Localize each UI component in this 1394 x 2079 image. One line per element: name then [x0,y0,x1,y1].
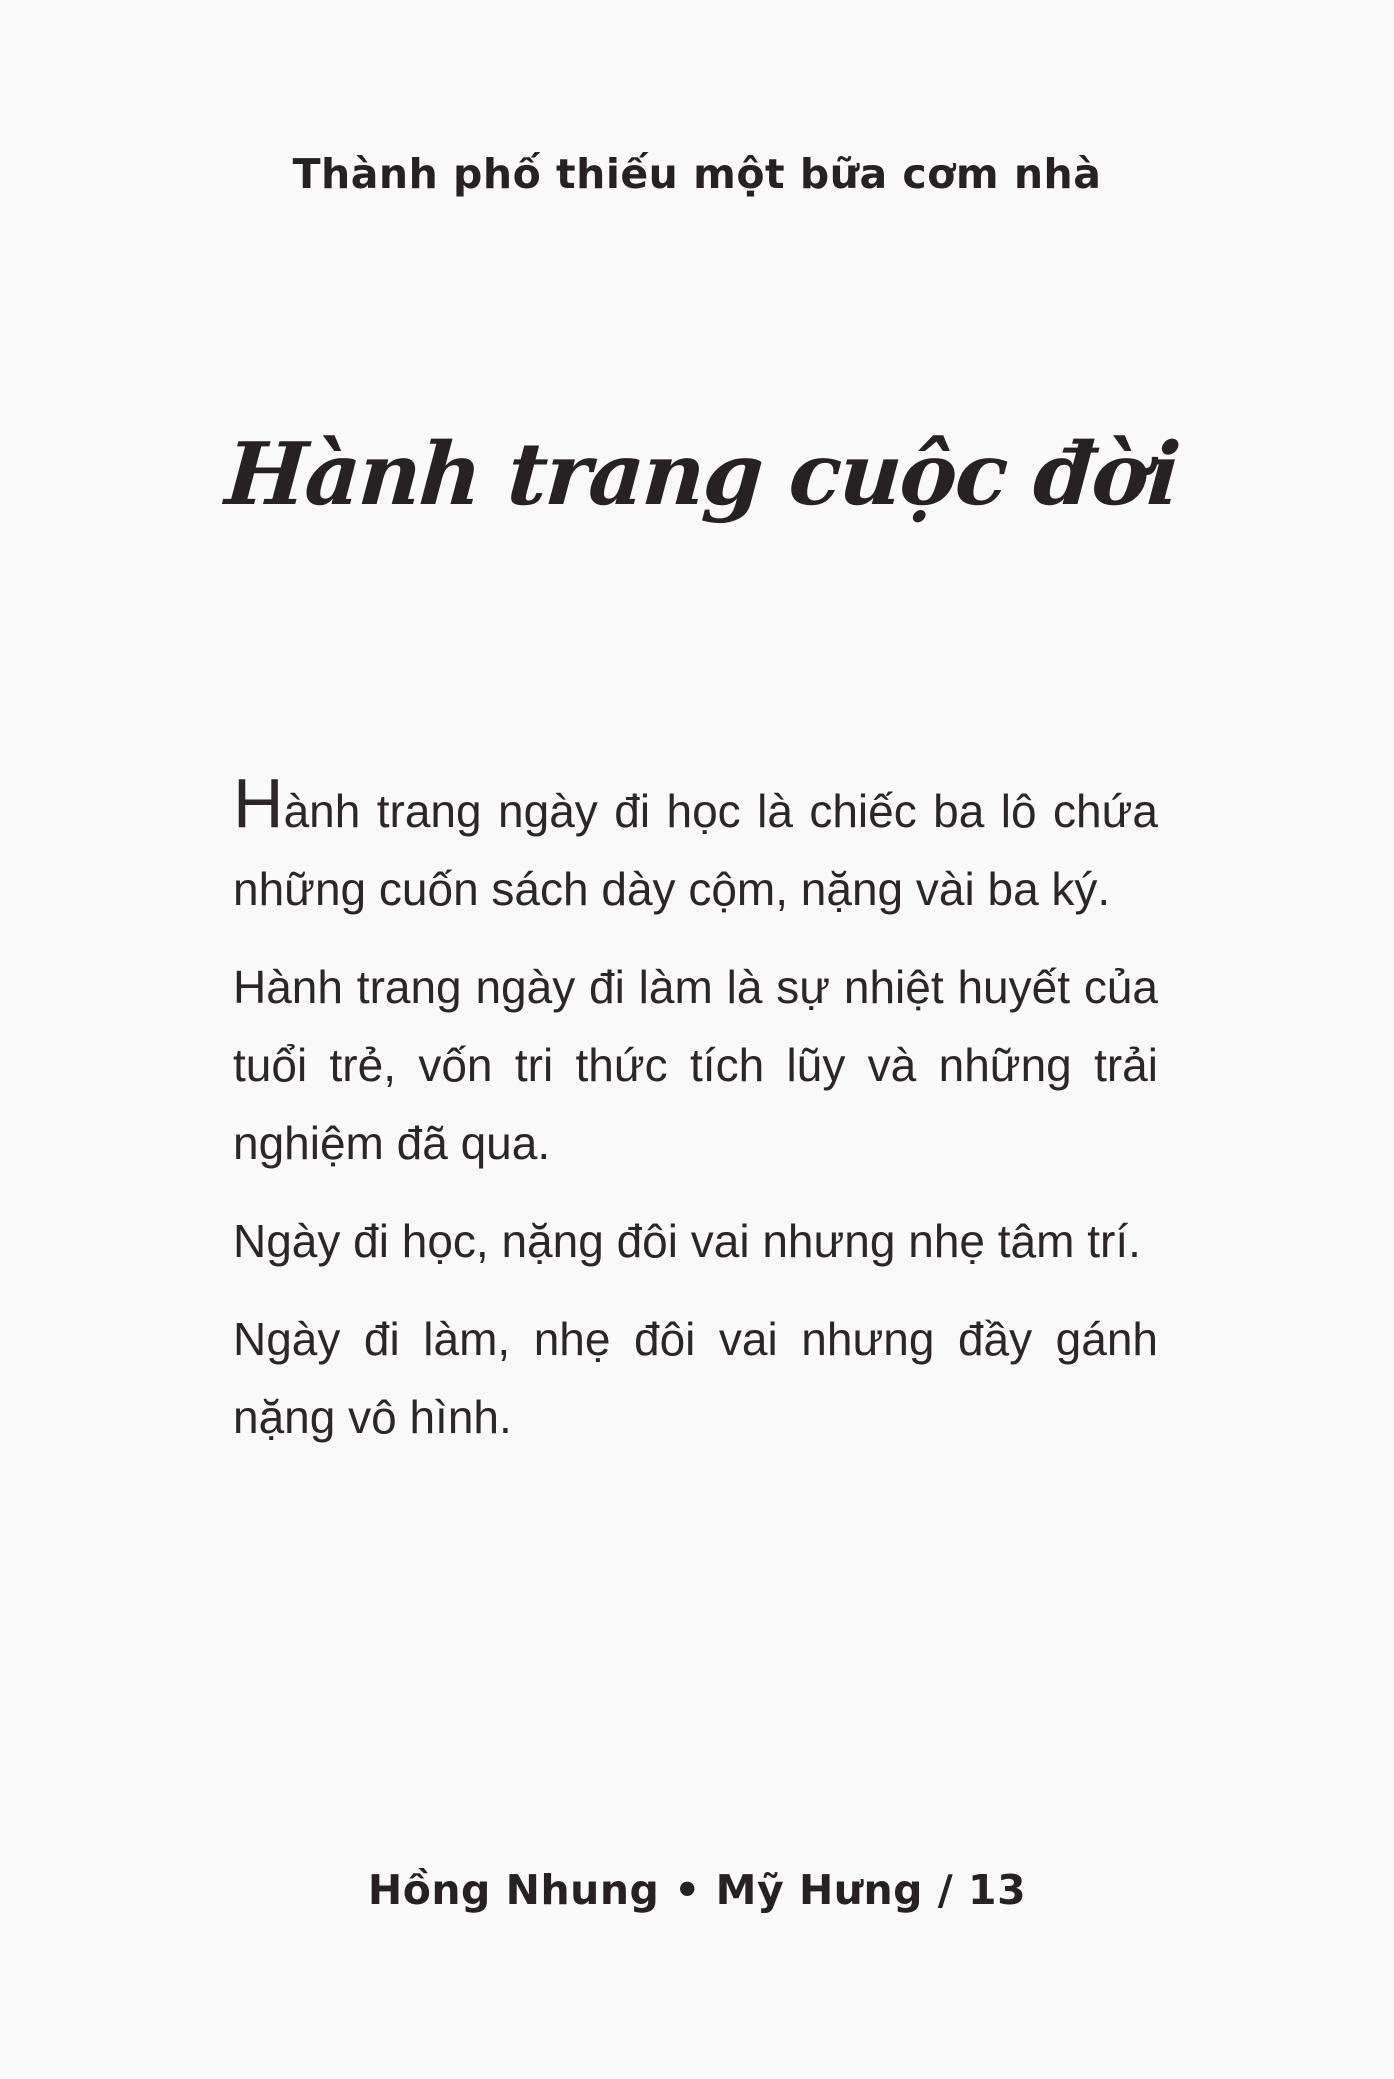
paragraph-1-text: ành trang ngày đi học là chiếc ba lô chứa những cuốn sách dày cộm, nặng vài ba ký. [233,785,1158,915]
chapter-title: Hành trang cuộc đời [222,424,1182,525]
paragraph-1 [233,764,1158,928]
paragraph-2: Hành trang ngày đi làm là sự nhiệt huyết của tuổi trẻ, vốn tri thức tích lũy và những trải nghiệm đã qua. [233,961,1158,1169]
paragraph-1-initial-cap: H [233,764,284,842]
footer-page-number: 13 [968,1866,1027,1914]
paragraph-3: Ngày đi học, nặng đôi vai nhưng nhẹ tâm trí. [233,1215,1141,1267]
paragraph-4: Ngày đi làm, nhẹ đôi vai nhưng đầy gánh nặng vô hình. [233,1313,1158,1443]
footer-separator: / [923,1866,969,1914]
page-footer [0,1866,1394,1914]
footer-authors: Hồng Nhung • Mỹ Hưng [367,1866,924,1914]
running-header-title: Thành phố thiếu một bữa cơm nhà [292,150,1102,198]
body-text [233,764,1158,1456]
